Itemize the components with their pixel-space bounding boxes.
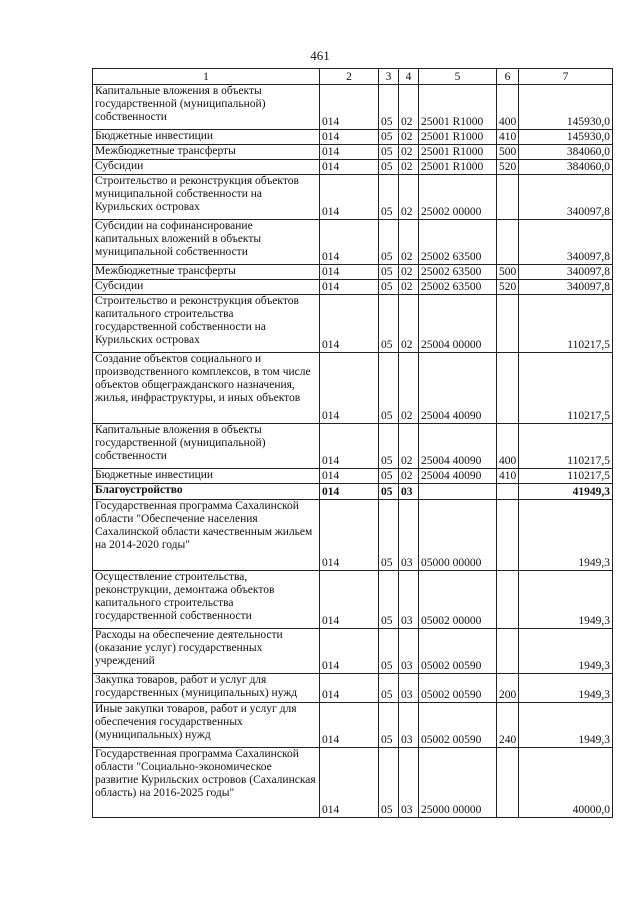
row-type-cell <box>497 220 519 265</box>
row-name-cell: Создание объектов социального и производственного комплексов, в том числе объектов общегражданского назначения, жилья, инфраструктуры, и иных объектов <box>93 353 320 424</box>
header-cell-6: 6 <box>497 69 519 85</box>
table-row <box>93 424 613 469</box>
row-type-cell: 200 <box>497 674 519 703</box>
row-target-cell: 25000 00000 <box>419 748 497 818</box>
row-subsection-cell: 03 <box>399 571 419 629</box>
row-code-cell: 014 <box>320 703 379 748</box>
row-target-cell: 25004 40090 <box>419 353 497 424</box>
row-amount-cell: 340097,8 <box>519 175 613 220</box>
row-amount-cell: 1949,3 <box>519 674 613 703</box>
row-target-cell: 25004 40090 <box>419 424 497 469</box>
row-code-cell: 014 <box>320 571 379 629</box>
row-section-cell: 05 <box>379 160 399 175</box>
table-row <box>93 469 613 484</box>
row-type-cell: 520 <box>497 280 519 295</box>
table-row <box>93 500 613 571</box>
row-name-cell: Осуществление строительства, реконструкции, демонтажа объектов капитального строительства государственной собственности <box>93 571 320 629</box>
row-amount-cell: 1949,3 <box>519 500 613 571</box>
row-subsection-cell: 02 <box>399 175 419 220</box>
row-target-cell: 25004 00000 <box>419 295 497 353</box>
row-target-cell: 05002 00590 <box>419 703 497 748</box>
row-section-cell: 05 <box>379 145 399 160</box>
row-amount-cell: 1949,3 <box>519 703 613 748</box>
page-number: 461 <box>310 48 330 63</box>
row-name-cell: Благоустройство <box>93 484 320 500</box>
row-section-cell: 05 <box>379 265 399 280</box>
row-target-cell: 25001 R1000 <box>419 85 497 130</box>
budget-table <box>92 68 613 818</box>
table-row <box>93 145 613 160</box>
row-section-cell: 05 <box>379 280 399 295</box>
row-code-cell: 014 <box>320 175 379 220</box>
row-code-cell: 014 <box>320 130 379 145</box>
row-section-cell: 05 <box>379 500 399 571</box>
header-cell-3: 3 <box>379 69 399 85</box>
row-type-cell: 500 <box>497 265 519 280</box>
row-amount-cell: 1949,3 <box>519 571 613 629</box>
row-type-cell: 520 <box>497 160 519 175</box>
row-name-cell: Межбюджетные трансферты <box>93 145 320 160</box>
row-name-cell: Субсидии на софинансирование капитальных вложений в объекты муниципальной собственности <box>93 220 320 265</box>
row-name-cell: Субсидии <box>93 160 320 175</box>
row-name-cell: Субсидии <box>93 280 320 295</box>
row-section-cell: 05 <box>379 295 399 353</box>
row-amount-cell: 40000,0 <box>519 748 613 818</box>
row-subsection-cell: 02 <box>399 469 419 484</box>
row-subsection-cell: 02 <box>399 85 419 130</box>
row-code-cell: 014 <box>320 295 379 353</box>
table-row <box>93 280 613 295</box>
table-row <box>93 265 613 280</box>
row-target-cell: 05002 00590 <box>419 674 497 703</box>
row-subsection-cell: 02 <box>399 265 419 280</box>
row-type-cell <box>497 175 519 220</box>
table-row <box>93 353 613 424</box>
row-target-cell: 25002 63500 <box>419 280 497 295</box>
row-subsection-cell: 02 <box>399 160 419 175</box>
table-row <box>93 160 613 175</box>
row-section-cell: 05 <box>379 703 399 748</box>
row-type-cell <box>497 748 519 818</box>
row-type-cell <box>497 629 519 674</box>
row-name-cell: Капитальные вложения в объекты государственной (муниципальной) собственности <box>93 424 320 469</box>
row-code-cell: 014 <box>320 160 379 175</box>
row-amount-cell: 384060,0 <box>519 145 613 160</box>
row-name-cell: Бюджетные инвестиции <box>93 469 320 484</box>
row-section-cell: 05 <box>379 674 399 703</box>
row-amount-cell: 110217,5 <box>519 353 613 424</box>
row-type-cell: 240 <box>497 703 519 748</box>
header-cell-1: 1 <box>93 69 320 85</box>
row-amount-cell: 110217,5 <box>519 295 613 353</box>
row-name-cell: Межбюджетные трансферты <box>93 265 320 280</box>
row-subsection-cell: 03 <box>399 500 419 571</box>
row-subsection-cell: 03 <box>399 703 419 748</box>
row-target-cell: 25004 40090 <box>419 469 497 484</box>
row-code-cell: 014 <box>320 469 379 484</box>
row-subsection-cell: 03 <box>399 484 419 500</box>
table-row <box>93 220 613 265</box>
table-row <box>93 130 613 145</box>
row-type-cell <box>497 500 519 571</box>
row-name-cell: Строительство и реконструкция объектов муниципальной собственности на Курильских островах <box>93 175 320 220</box>
row-name-cell: Закупка товаров, работ и услуг для государственных (муниципальных) нужд <box>93 674 320 703</box>
row-code-cell: 014 <box>320 353 379 424</box>
row-amount-cell: 1949,3 <box>519 629 613 674</box>
table-row <box>93 629 613 674</box>
row-section-cell: 05 <box>379 629 399 674</box>
row-amount-cell: 110217,5 <box>519 469 613 484</box>
row-subsection-cell: 02 <box>399 220 419 265</box>
row-name-cell: Иные закупки товаров, работ и услуг для обеспечения государственных (муниципальных) нужд <box>93 703 320 748</box>
row-subsection-cell: 03 <box>399 748 419 818</box>
row-code-cell: 014 <box>320 85 379 130</box>
row-code-cell: 014 <box>320 484 379 500</box>
row-name-cell: Расходы на обеспечение деятельности (оказание услуг) государственных учреждений <box>93 629 320 674</box>
row-section-cell: 05 <box>379 220 399 265</box>
row-amount-cell: 340097,8 <box>519 280 613 295</box>
row-amount-cell: 145930,0 <box>519 130 613 145</box>
row-target-cell: 25001 R1000 <box>419 130 497 145</box>
row-type-cell <box>497 295 519 353</box>
row-subsection-cell: 03 <box>399 629 419 674</box>
row-type-cell <box>497 353 519 424</box>
row-amount-cell: 145930,0 <box>519 85 613 130</box>
table-row <box>93 484 613 500</box>
row-section-cell: 05 <box>379 424 399 469</box>
row-target-cell: 25002 63500 <box>419 265 497 280</box>
row-name-cell: Государственная программа Сахалинской области "Социально-экономическое развитие Курильских островов (Сахалинская область) на 2016-2025 годы" <box>93 748 320 818</box>
header-cell-7: 7 <box>519 69 613 85</box>
row-target-cell: 25002 63500 <box>419 220 497 265</box>
row-subsection-cell: 02 <box>399 353 419 424</box>
row-section-cell: 05 <box>379 85 399 130</box>
row-target-cell: 25001 R1000 <box>419 145 497 160</box>
row-amount-cell: 110217,5 <box>519 424 613 469</box>
row-section-cell: 05 <box>379 571 399 629</box>
row-name-cell: Бюджетные инвестиции <box>93 130 320 145</box>
row-type-cell: 400 <box>497 424 519 469</box>
row-section-cell: 05 <box>379 353 399 424</box>
table-row <box>93 703 613 748</box>
row-type-cell: 410 <box>497 130 519 145</box>
table-row <box>93 175 613 220</box>
header-cell-5: 5 <box>419 69 497 85</box>
row-code-cell: 014 <box>320 629 379 674</box>
row-amount-cell: 340097,8 <box>519 265 613 280</box>
row-subsection-cell: 02 <box>399 280 419 295</box>
row-subsection-cell: 02 <box>399 424 419 469</box>
row-amount-cell: 41949,3 <box>519 484 613 500</box>
row-target-cell: 05000 00000 <box>419 500 497 571</box>
row-section-cell: 05 <box>379 484 399 500</box>
row-section-cell: 05 <box>379 748 399 818</box>
header-cell-2: 2 <box>320 69 379 85</box>
header-cell-4: 4 <box>399 69 419 85</box>
row-code-cell: 014 <box>320 424 379 469</box>
row-type-cell: 400 <box>497 85 519 130</box>
row-type-cell: 410 <box>497 469 519 484</box>
row-code-cell: 014 <box>320 220 379 265</box>
table-row <box>93 571 613 629</box>
header-row <box>93 69 613 85</box>
table-row <box>93 85 613 130</box>
row-amount-cell: 384060,0 <box>519 160 613 175</box>
row-type-cell <box>497 571 519 629</box>
row-code-cell: 014 <box>320 748 379 818</box>
row-target-cell: 05002 00000 <box>419 571 497 629</box>
row-name-cell: Капитальные вложения в объекты государственной (муниципальной) собственности <box>93 85 320 130</box>
row-code-cell: 014 <box>320 280 379 295</box>
row-target-cell: 05002 00590 <box>419 629 497 674</box>
row-subsection-cell: 02 <box>399 145 419 160</box>
row-code-cell: 014 <box>320 500 379 571</box>
row-code-cell: 014 <box>320 674 379 703</box>
table-row <box>93 748 613 818</box>
row-name-cell: Государственная программа Сахалинской области "Обеспечение населения Сахалинской области качественным жильем на 2014-2020 годы" <box>93 500 320 571</box>
row-section-cell: 05 <box>379 130 399 145</box>
row-subsection-cell: 02 <box>399 295 419 353</box>
row-type-cell: 500 <box>497 145 519 160</box>
row-target-cell <box>419 484 497 500</box>
row-target-cell: 25001 R1000 <box>419 160 497 175</box>
row-section-cell: 05 <box>379 175 399 220</box>
row-subsection-cell: 02 <box>399 130 419 145</box>
row-section-cell: 05 <box>379 469 399 484</box>
row-subsection-cell: 03 <box>399 674 419 703</box>
row-name-cell: Строительство и реконструкция объектов капитального строительства государственной собственности на Курильских островах <box>93 295 320 353</box>
row-amount-cell: 340097,8 <box>519 220 613 265</box>
row-code-cell: 014 <box>320 265 379 280</box>
table-row <box>93 674 613 703</box>
row-type-cell <box>497 484 519 500</box>
table-row <box>93 295 613 353</box>
row-target-cell: 25002 00000 <box>419 175 497 220</box>
row-code-cell: 014 <box>320 145 379 160</box>
